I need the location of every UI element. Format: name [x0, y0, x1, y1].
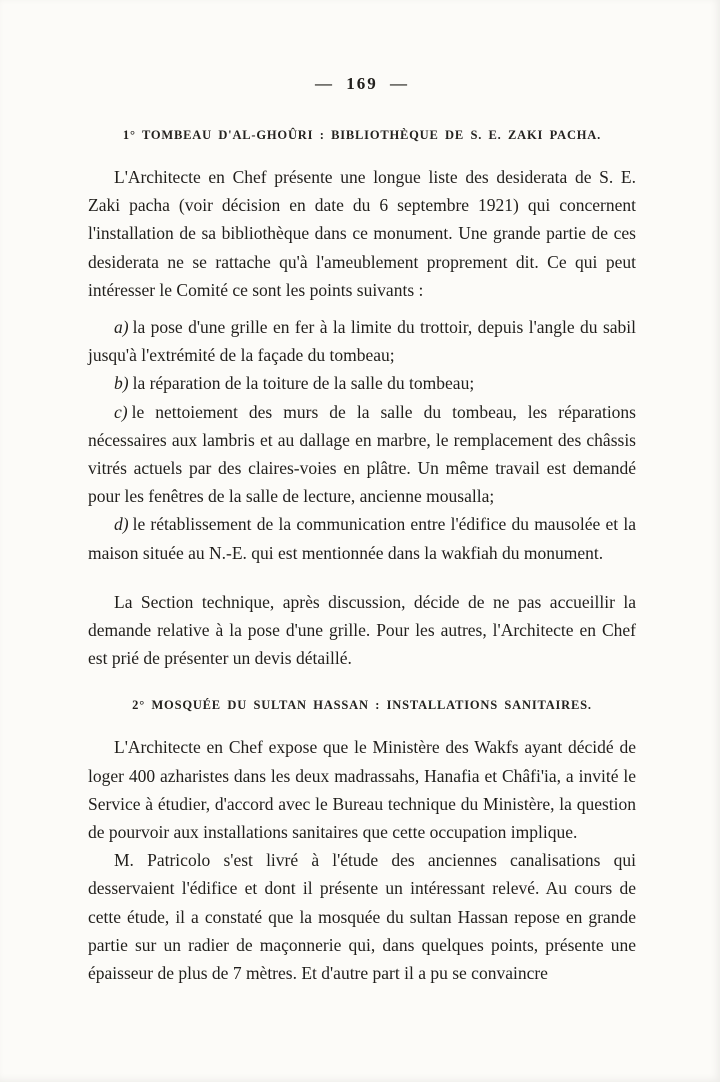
list-item-b [88, 369, 636, 397]
section-1-heading: 1° TOMBEAU D'AL-GHOÛRI : BIBLIOTHÈQUE DE S. E. ZAKI PACHA. [122, 128, 602, 142]
list-item-a [88, 313, 636, 369]
section-2-paragraph-2: M. Patricolo s'est livré à l'étude des anciennes canalisations qui desservaient l'édifice et dont il présente un intéressant relevé. Au cours de cette étude, il a constaté que la mosquée du sultan Hassan repose en grande partie sur un radier de maçonnerie qui, dans quelques points, présente une épaisseur de plus de 7 mètres. Et d'autre part il a pu se convaincre [88, 850, 636, 984]
list-item-marker: d) [114, 514, 129, 535]
list-item-marker: a) [114, 317, 129, 338]
list-item-text: la pose d'une grille en fer à la limite du trottoir, depuis l'angle du sabil jusqu'à l'extrémité de la façade du tombeau; [88, 317, 636, 366]
section-2-paragraph-1: L'Architecte en Chef expose que le Ministère des Wakfs ayant décidé de loger 400 azharistes dans les deux madrassahs, Hanafia et Châfi'ia, a invité le Service à étudier, d'accord avec le Bureau technique du Ministère, la question de pourvoir aux installations sanitaires que cette occupation implique. [88, 737, 636, 843]
section-1-items [88, 313, 636, 567]
section-1-intro-paragraph: L'Architecte en Chef présente une longue liste des desiderata de S. E. Zaki pacha (voir décision en date du 6 septembre 1921) qui concernent l'installation de sa bibliothèque dans ce monument. Une grande partie de ces desiderata ne se rattache qu'à l'ameublement proprement dit. Ce qui peut intéresser le Comité ce sont les points suivants : [88, 167, 636, 300]
list-item-c [88, 398, 636, 511]
page-number: — 169 — [315, 74, 409, 93]
section-1-closing-paragraph: La Section technique, après discussion, décide de ne pas accueillir la demande relative à la pose d'une grille. Pour les autres, l'Architecte en Chef est prié de présenter un devis détaillé. [88, 591, 636, 669]
list-item-marker: c) [114, 401, 128, 422]
list-item-d [88, 510, 636, 566]
list-item-text: le nettoiement des murs de la salle du tombeau, les réparations nécessaires aux lambris et au dallage en marbre, le remplacement des châssis vitrés actuels par des claires-voies en plâtre. Un même travail est demandé pour les fenêtres de la salle de lecture, ancienne mousalla; [88, 401, 636, 507]
section-2-heading: 2° MOSQUÉE DU SULTAN HASSAN : INSTALLATIONS SANITAIRES. [132, 698, 592, 713]
list-item-text: le rétablissement de la communication entre l'édifice du mausolée et la maison située au N.-E. qui est mentionnée dans la wakfiah du monument. [88, 514, 636, 563]
list-item-marker: b) [114, 373, 129, 394]
list-item-text: la réparation de la toiture de la salle du tombeau; [132, 373, 475, 394]
